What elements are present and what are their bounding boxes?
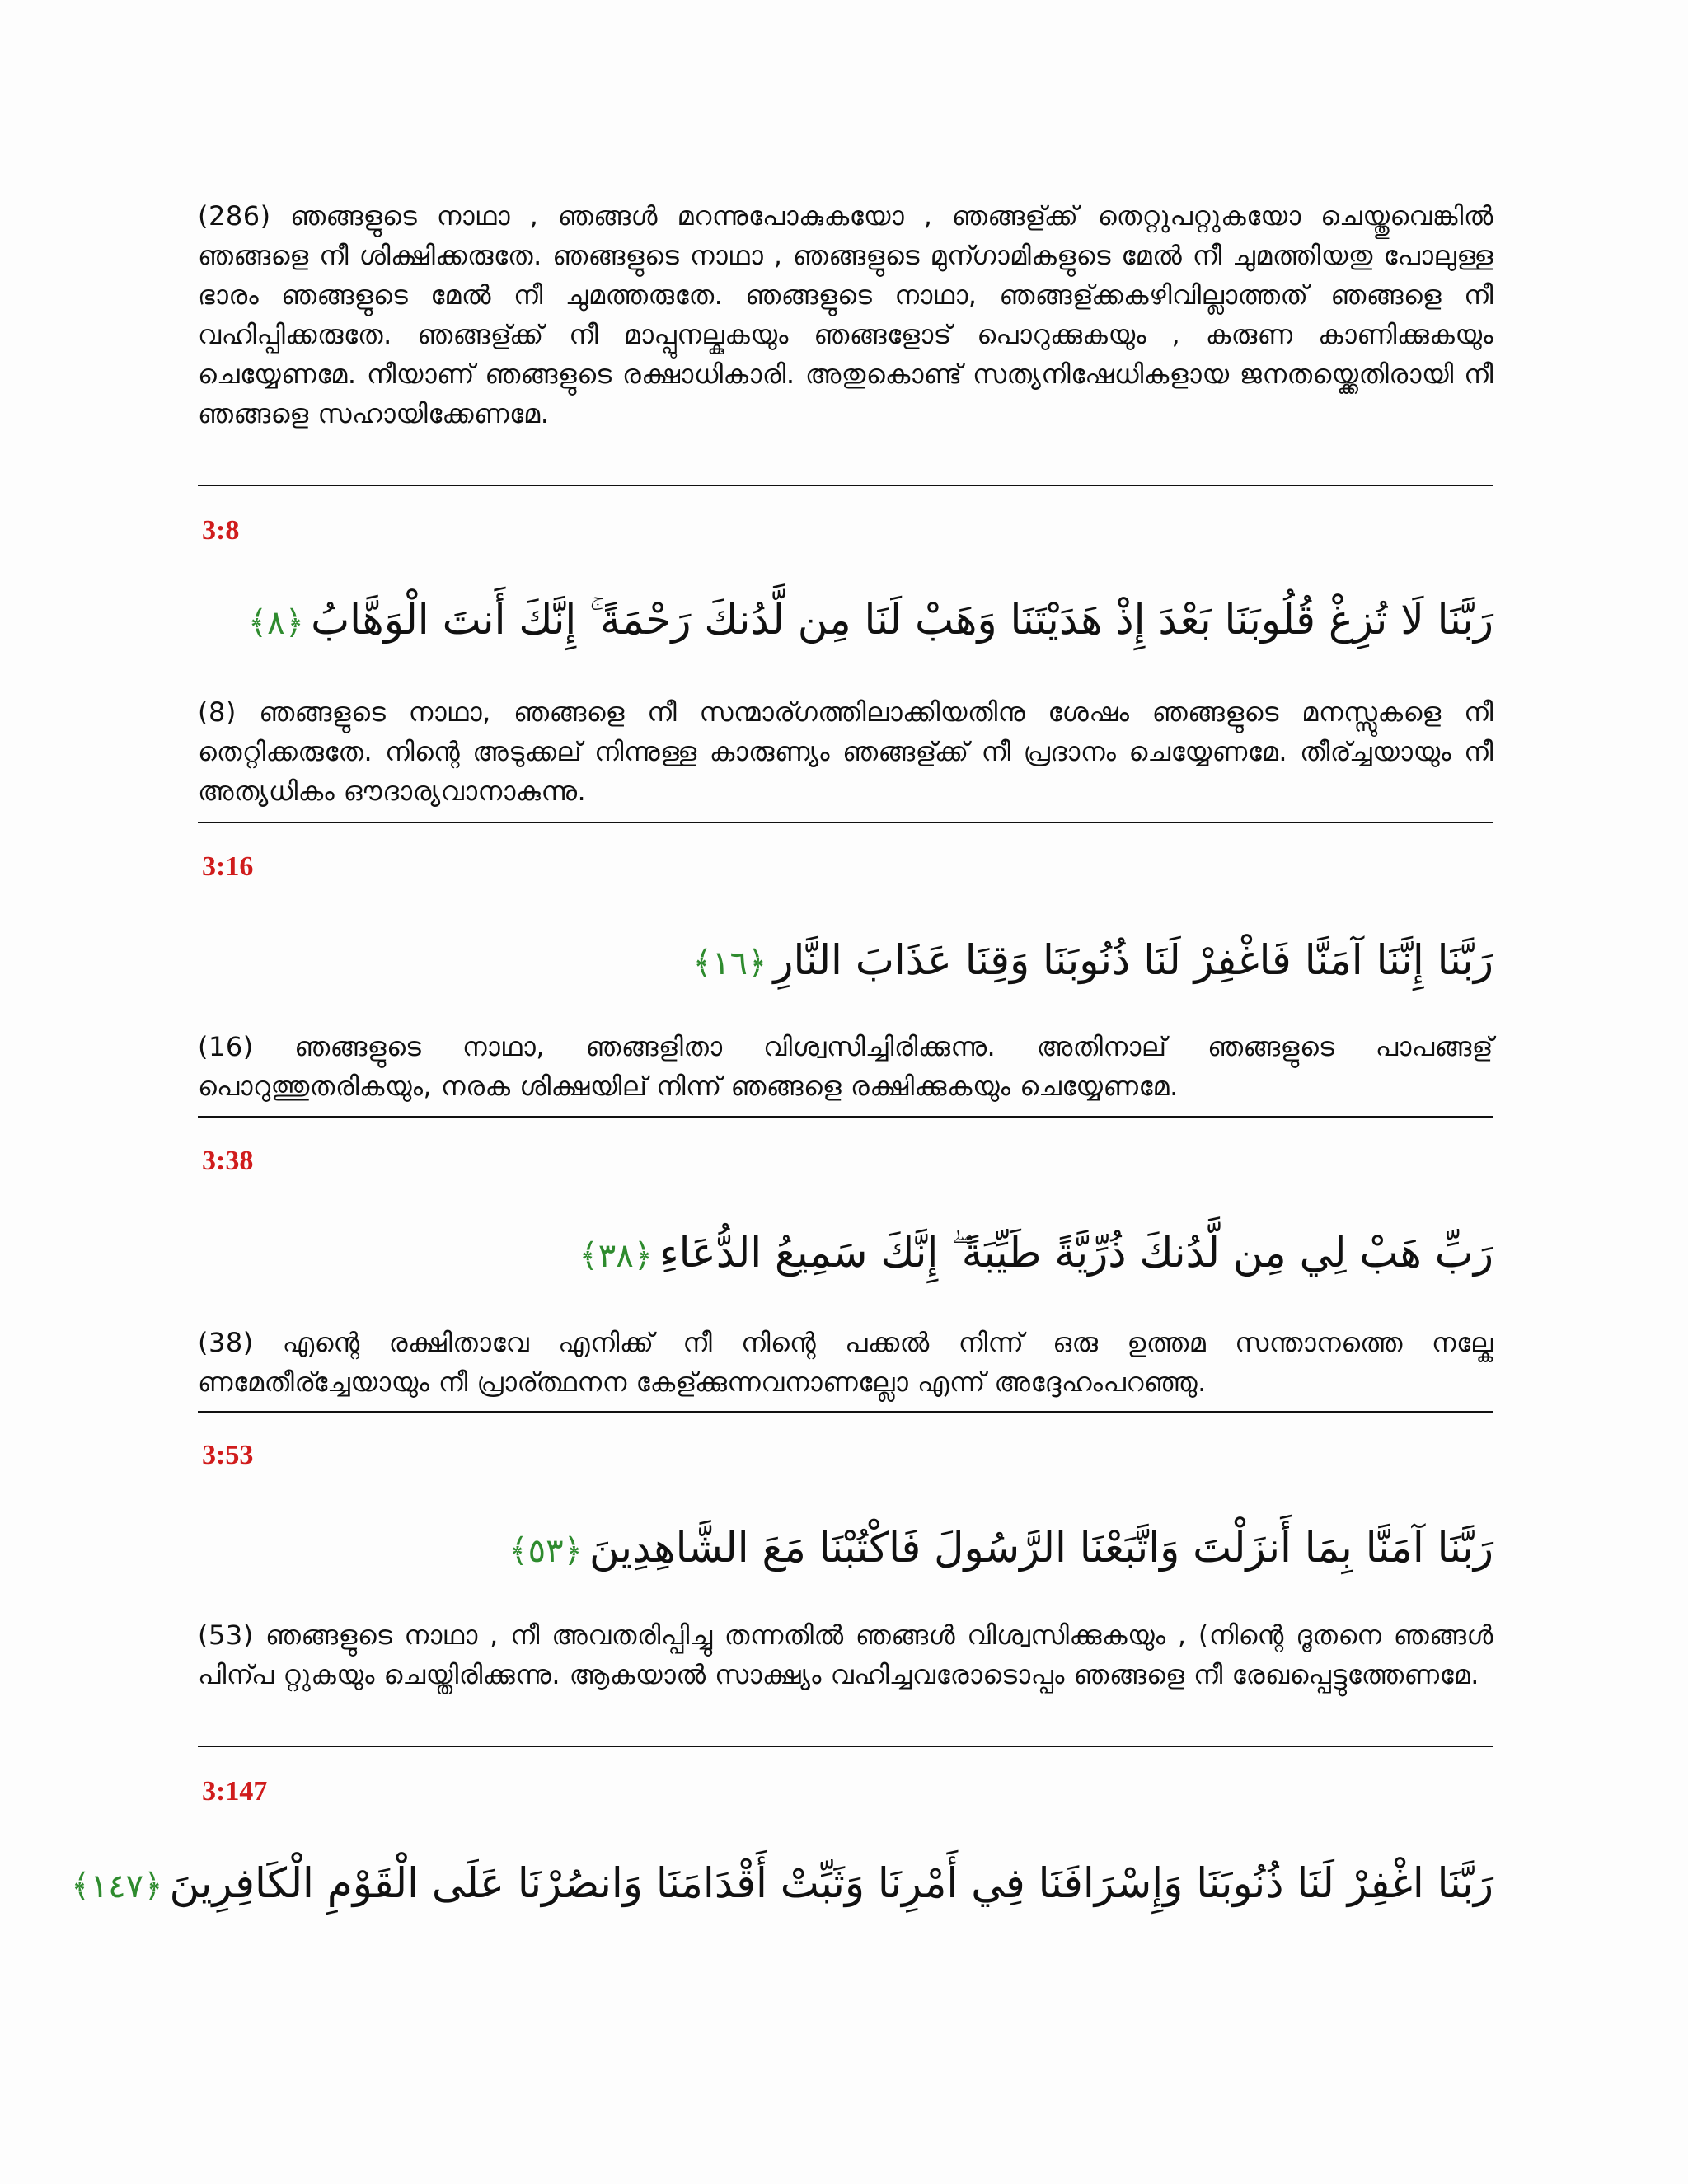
translation-53: (53) ഞങ്ങളുടെ നാഥാ , നീ അവതരിപ്പിച്ചു തന്നതിൽ ഞങ്ങൾ വിശ്വസിക്കുകയും , (നിന്റെ ദൂതനെ ഞങ്ങൾ പിന്പ റ്റുകയും ചെയ്തിരിക്കുന്നു. ആകയാൽ സാക്ഷ്യം വഹിച്ചവരോടൊപ്പം ഞങ്ങളെ നീ രേഖപ്പെട്ടുത്തേണമേ. xyxy=(198,1619,1493,1690)
arabic-verse xyxy=(198,587,1493,656)
arabic-text: رَبَّنَا لَا تُزِغْ قُلُوبَنَا بَعْدَ إِذْ هَدَيْتَنَا وَهَبْ لَنَا مِن لَّدُنكَ رَحْمَةً ۚ إِنَّكَ أَنتَ الْوَهَّابُ xyxy=(311,596,1493,644)
arabic-verse xyxy=(71,1850,1493,1919)
translation-38: (38) എന്റെ രക്ഷിതാവേ എനിക്ക് നീ നിന്റെ പക്കൽ നിന്ന് ഒരു ഉത്തമ സന്താനത്തെ നല്കേ ണമേതീര്ച്ചേയായും നീ പ്രാര്ത്ഥനന കേള്ക്കുന്നവനാണല്ലോ എന്ന് അദ്ദേഹംപറഞ്ഞു. xyxy=(198,1327,1493,1398)
divider xyxy=(198,1411,1493,1413)
ayah-number: ﴿٨﴾ xyxy=(247,604,305,642)
verse-reference: 3:38 xyxy=(202,1146,254,1176)
divider xyxy=(198,1116,1493,1118)
verse-reference: 3:8 xyxy=(202,515,240,546)
divider xyxy=(198,485,1493,486)
verse-reference: 3:53 xyxy=(202,1440,254,1470)
ayah-number: ﴿٣٨﴾ xyxy=(579,1237,654,1275)
translation-8: (8) ഞങ്ങളുടെ നാഥാ, ഞങ്ങളെ നീ സന്മാര്ഗത്തിലാക്കിയതിനു ശേഷം ഞങ്ങളുടെ മനസ്സുകളെ നീ തെറ്റിക്കരുതേ. നിന്റെ അടുക്കല് നിന്നുള്ള കാരുണ്യം ഞങ്ങള്ക്ക് നീ പ്രദാനം ചെയ്യേണമേ. തീര്ച്ചയായും നീ അത്യധികം ഔദാര്യവാനാകുന്നു. xyxy=(198,696,1493,807)
verse-reference: 3:16 xyxy=(202,851,254,882)
arabic-verse xyxy=(198,1515,1493,1584)
arabic-verse xyxy=(198,927,1493,996)
divider xyxy=(198,1746,1493,1747)
ayah-number: ﴿٥٣﴾ xyxy=(509,1532,584,1570)
arabic-text: رَبَّنَا اغْفِرْ لَنَا ذُنُوبَنَا وَإِسْرَافَنَا فِي أَمْرِنَا وَثَبِّتْ أَقْدَامَنَا وَانصُرْنَا عَلَى الْقَوْمِ الْكَافِرِينَ xyxy=(169,1859,1493,1907)
ayah-number: ﴿١٤٧﴾ xyxy=(71,1868,163,1905)
divider xyxy=(198,822,1493,823)
arabic-text: رَبَّنَا آمَنَّا بِمَا أَنزَلْتَ وَاتَّبَعْنَا الرَّسُولَ فَاكْتُبْنَا مَعَ الشَّاهِدِينَ xyxy=(589,1524,1493,1572)
arabic-verse xyxy=(198,1220,1493,1289)
arabic-text: رَبِّ هَبْ لِي مِن لَّدُنكَ ذُرِّيَّةً طَيِّبَةً ۖ إِنَّكَ سَمِيعُ الدُّعَاءِ xyxy=(659,1229,1493,1277)
arabic-text: رَبَّنَا إِنَّنَا آمَنَّا فَاغْفِرْ لَنَا ذُنُوبَنَا وَقِنَا عَذَابَ النَّارِ xyxy=(773,936,1493,984)
ayah-number: ﴿١٦﴾ xyxy=(692,944,767,982)
translation-286: (286) ഞങ്ങളുടെ നാഥാ , ഞങ്ങൾ മറന്നുപോകുകയോ , ഞങ്ങള്ക്ക് തെറ്റുപറ്റുകയോ ചെയ്തുവെങ്കിൽ ഞങ്ങളെ നീ ശിക്ഷിക്കരുതേ. ഞങ്ങളുടെ നാഥാ , ഞങ്ങളുടെ മുന്ഗാമികളുടെ മേൽ നീ ചുമത്തിയതു പോലുള്ള ഭാരം ഞങ്ങളുടെ മേൽ നീ ചുമത്തരുതേ. ഞങ്ങളുടെ നാഥാ, ഞങ്ങള്ക്കകഴിവില്ലാത്തത് ഞങ്ങളെ നീ വഹിപ്പിക്കരുതേ. ഞങ്ങള്ക്ക് നീ മാപ്പുനല്കുകയും ഞങ്ങളോട് പൊറുക്കുകയും , കരുണ കാണിക്കുകയും ചെയ്യേണമേ. നീയാണ് ഞങ്ങളുടെ രക്ഷാധികാരി. അതുകൊണ്ട് സത്യനിഷേധികളായ ജനതയ്ക്കെതിരായി നീ ഞങ്ങളെ സഹായിക്കേണമേ. xyxy=(198,200,1493,429)
translation-16: (16) ഞങ്ങളുടെ നാഥാ, ഞങ്ങളിതാ വിശ്വസിച്ചിരിക്കുന്നു. അതിനാല് ഞങ്ങളുടെ പാപങ്ങള് പൊറുത്തുതരികയും, നരക ശിക്ഷയില് നിന്ന് ഞങ്ങളെ രക്ഷിക്കുകയും ചെയ്യേണമേ. xyxy=(198,1031,1493,1102)
verse-reference: 3:147 xyxy=(202,1776,268,1807)
